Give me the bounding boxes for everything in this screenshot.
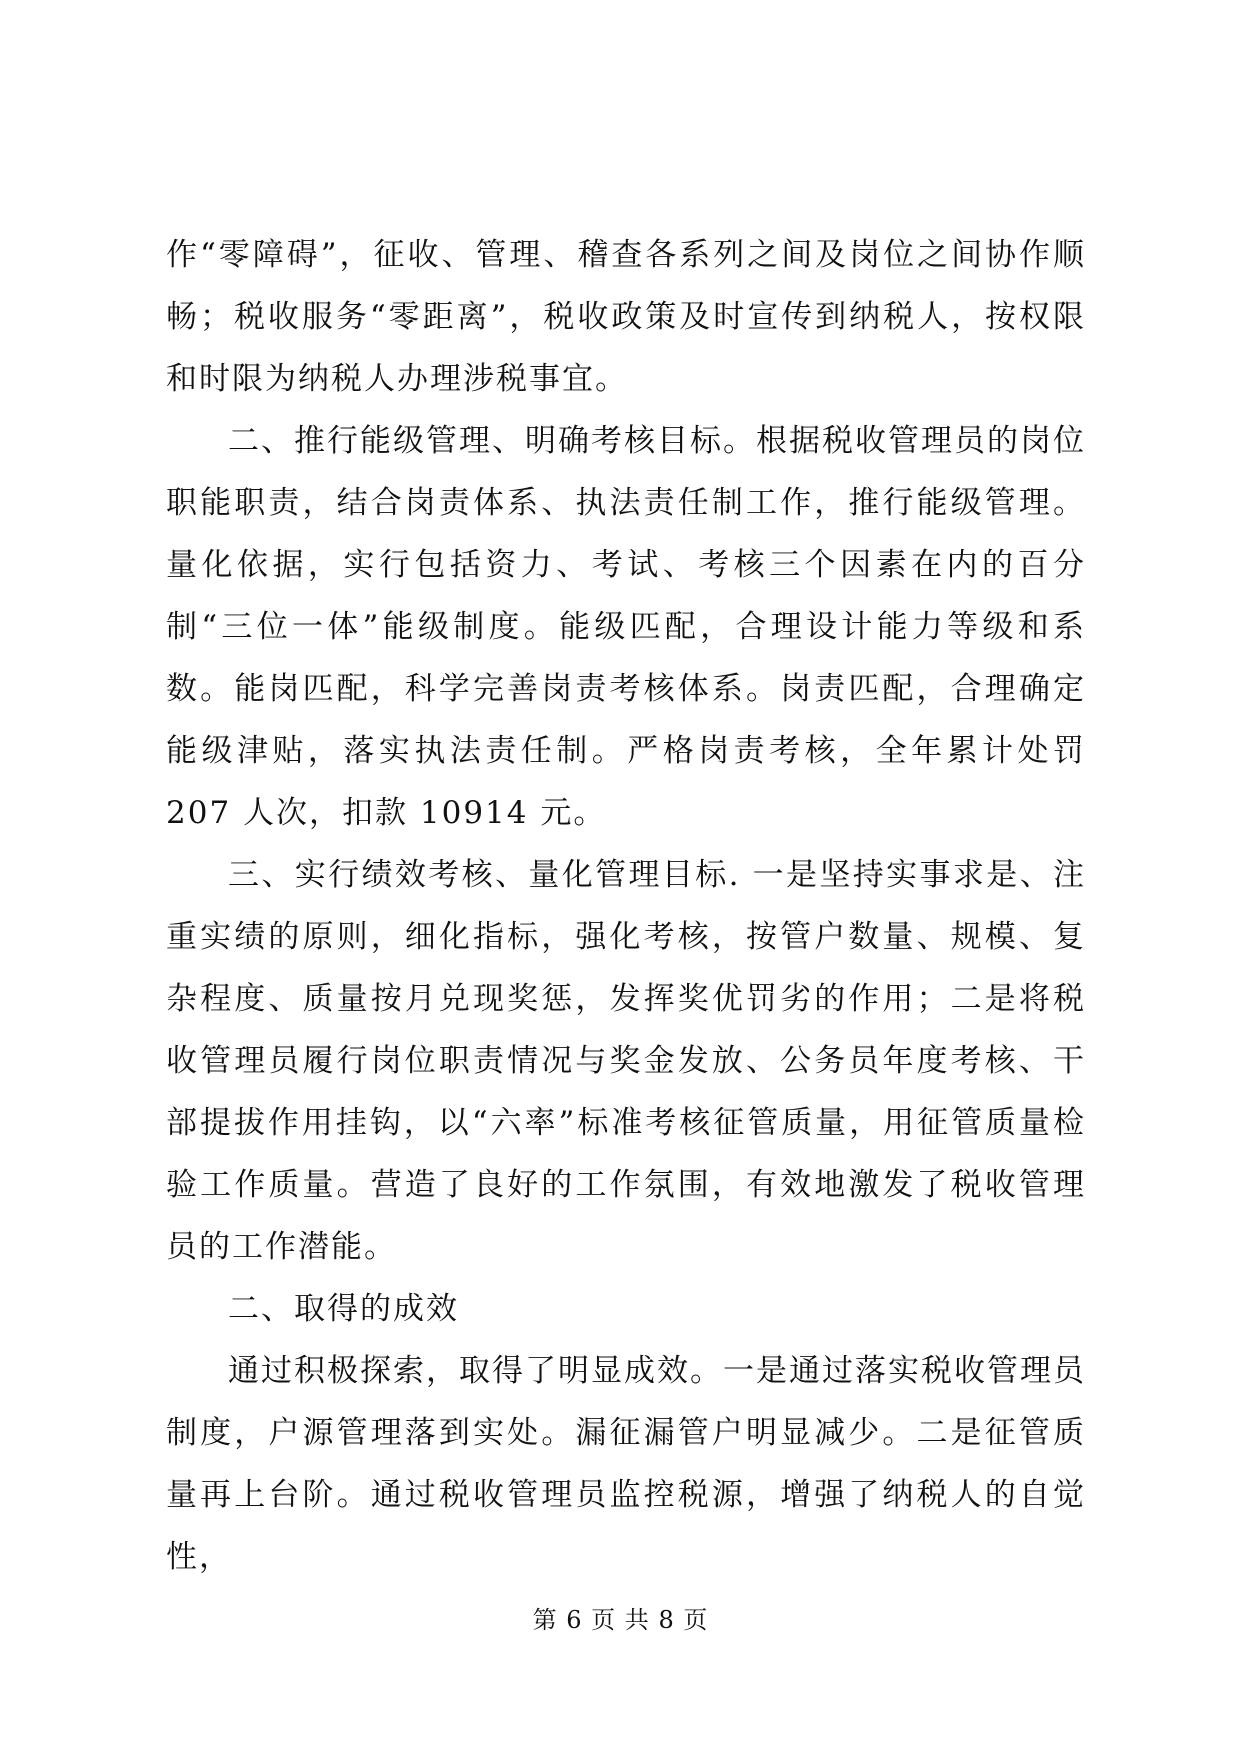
paragraph-results: 通过积极探索，取得了明显成效。一是通过落实税收管理员制度，户源管理落到实处。漏征漏管户明显减少。二是征管质量再上台阶。通过税收管理员监控税源，增强了纳税人的自觉性， (166, 1353, 1086, 1575)
page-footer (0, 1604, 1241, 1636)
paragraph-section-performance-assessment: 三、实行绩效考核、量化管理目标. 一是坚持实事求是、注重实绩的原则，细化指标，强化考核，按管户数量、规模、复杂程度、质量按月兑现奖惩，发挥奖优罚劣的作用；二是将税收管理员履行岗位职责情况与奖金发放、公务员年度考核、干部提拔作用挂钩，以“六率”标准考核征管质量，用征管质量检验工作质量。营造了良好的工作氛围，有效地激发了税收管理员的工作潜能。 (166, 857, 1086, 1265)
paragraph-continuation: 作“零障碍”，征收、管理、稽查各系列之间及岗位之间协作顺畅；税收服务“零距离”，税收政策及时宣传到纳税人，按权限和时限为纳税人办理涉税事宜。 (166, 237, 1086, 397)
section-heading-results: 二、取得的成效 (228, 1291, 459, 1327)
page-number: 第 6 页 共 8 页 (532, 1606, 709, 1634)
document-body (166, 224, 1086, 1588)
paragraph-section-level-management: 二、推行能级管理、明确考核目标。根据税收管理员的岗位职能职责，结合岗责体系、执法责任制工作，推行能级管理。量化依据，实行包括资力、考试、考核三个因素在内的百分制“三位一体”能级制度。能级匹配，合理设计能力等级和系数。能岗匹配，科学完善岗责考核体系。岗责匹配，合理确定能级津贴，落实执法责任制。严格岗责考核，全年累计处罚 207 人次，扣款 10914 元。 (166, 423, 1086, 831)
